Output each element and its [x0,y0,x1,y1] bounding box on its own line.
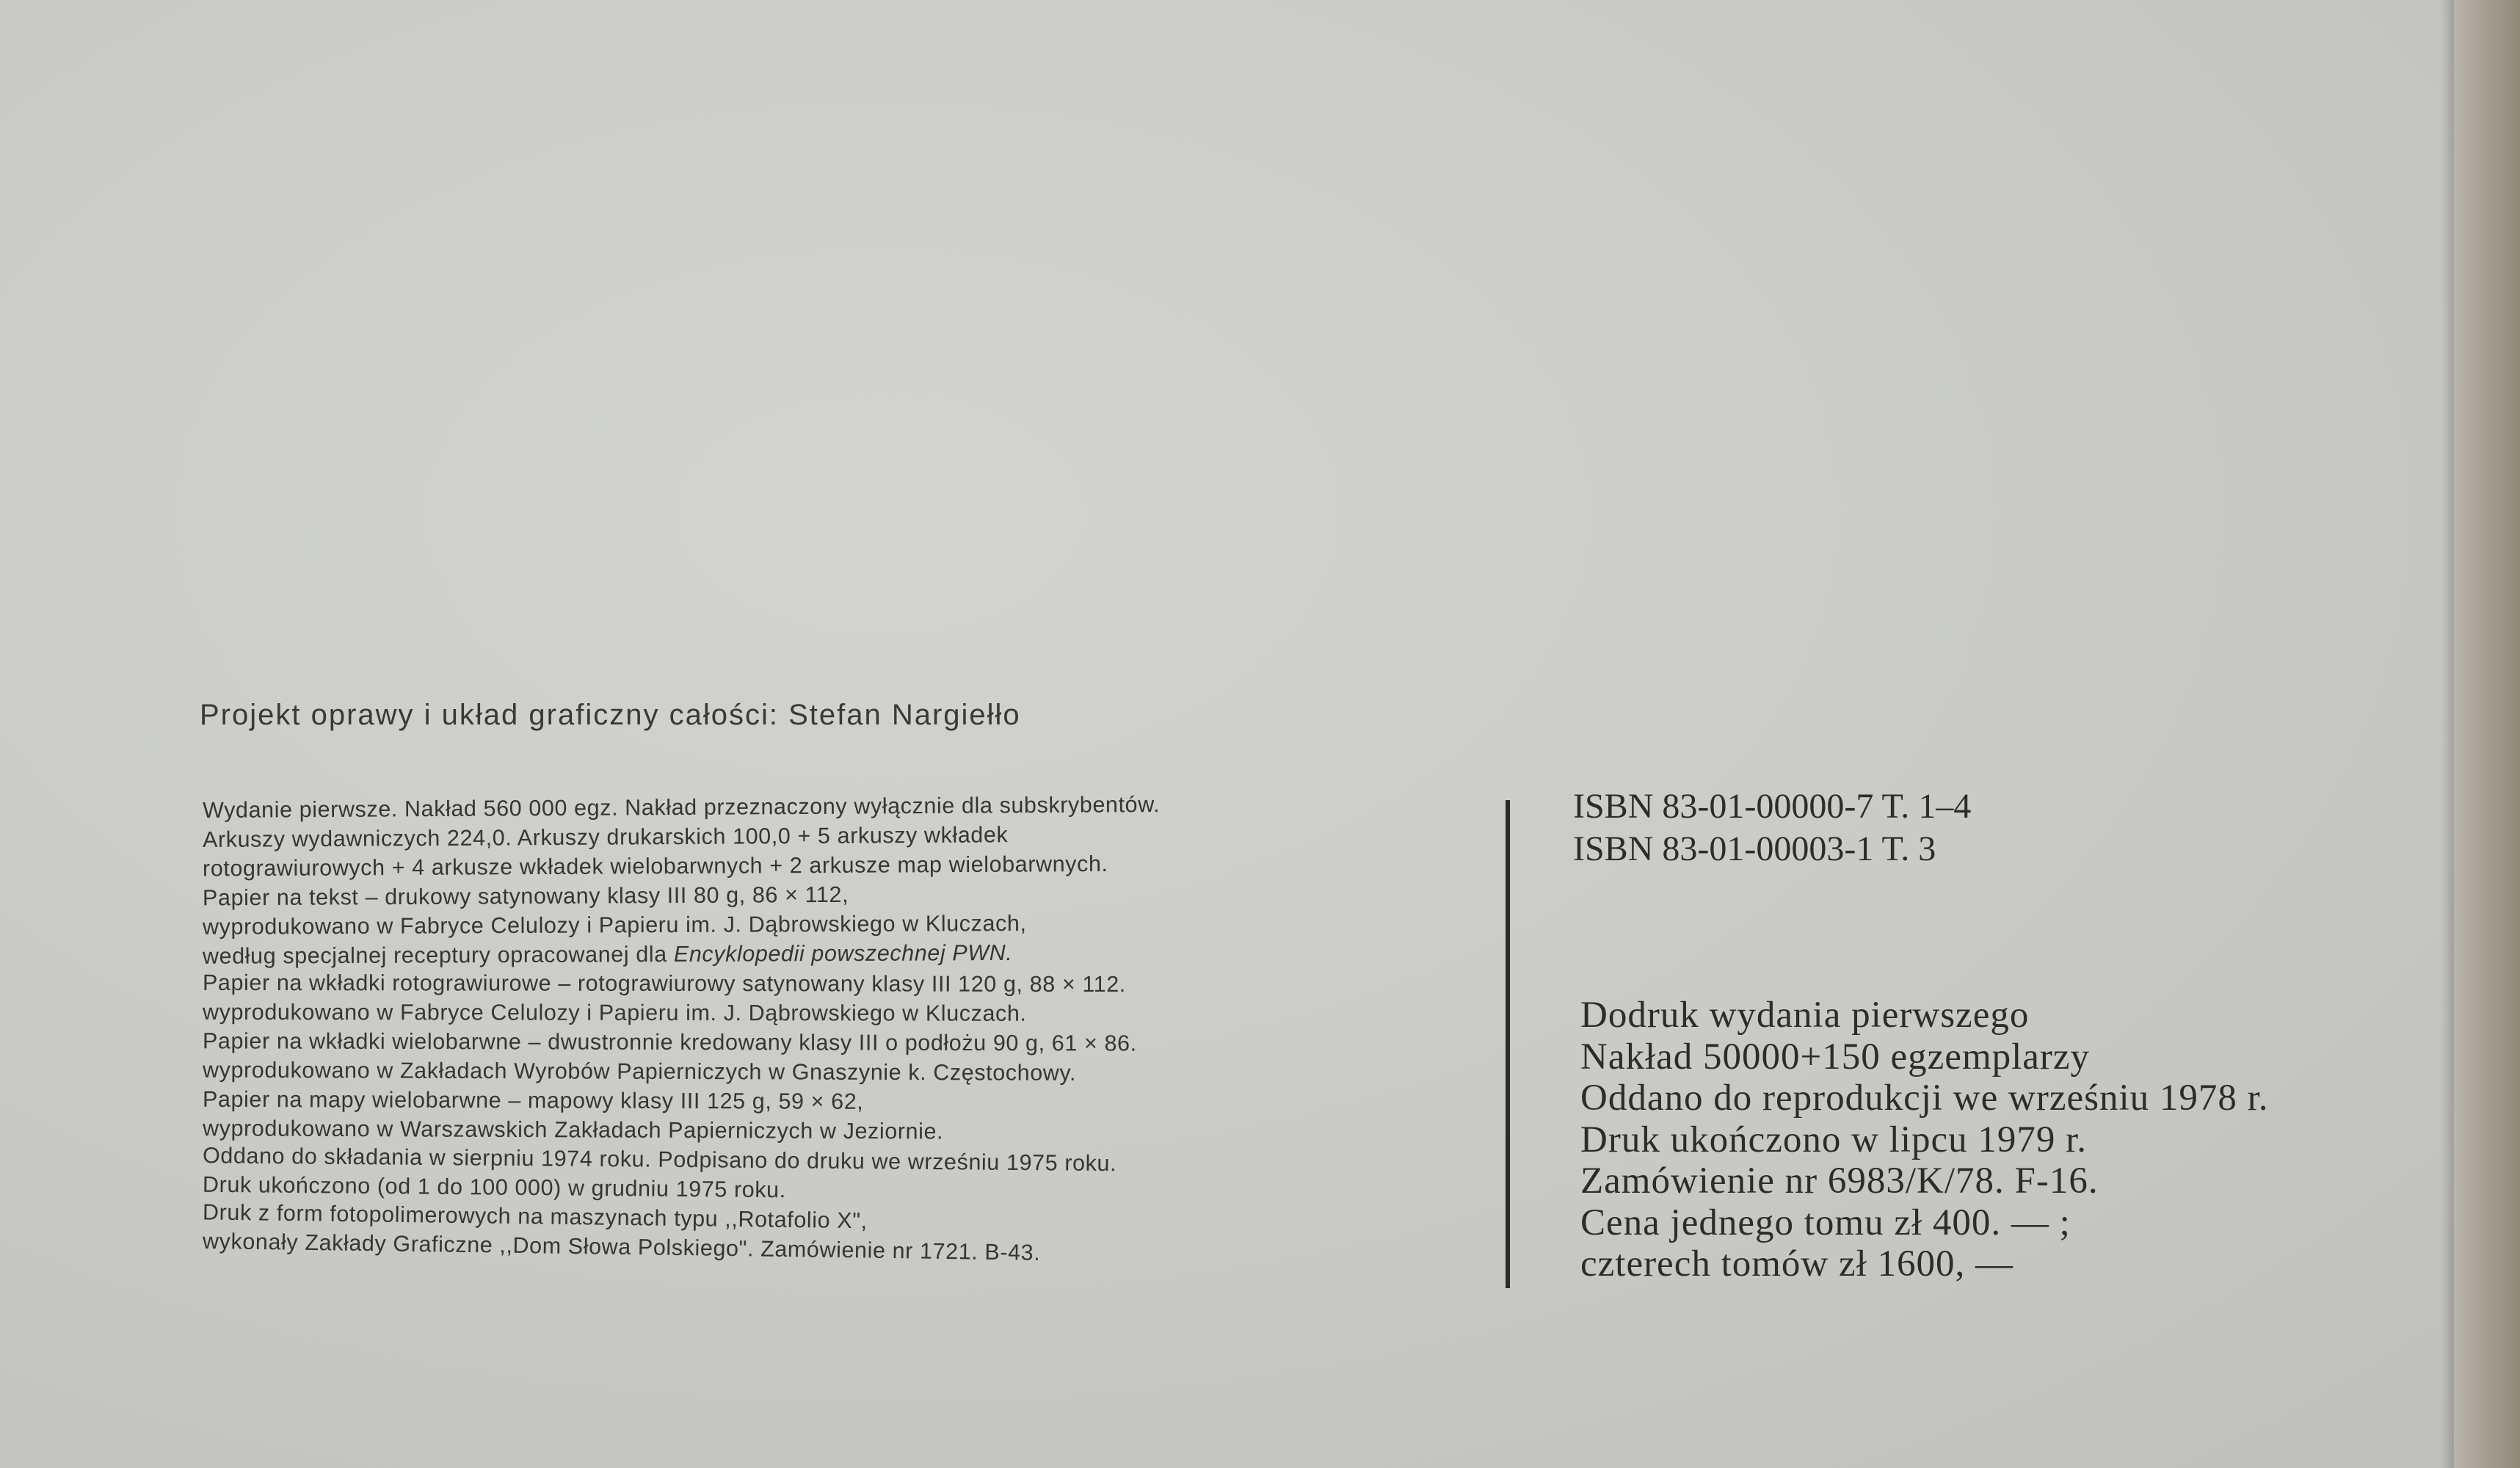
imprint-italic-title: Encyklopedii powszechnej PWN. [673,940,1013,967]
reprint-line: czterech tomów zł 1600, — [1580,1243,2014,1284]
imprint-line: Wydanie pierwsze. Nakład 560 000 egz. Nakład przeznaczony wyłącznie dla subskrybentów. [202,792,1161,823]
design-credit: Projekt oprawy i układ graficzny całości: Stefan Nargiełło [200,699,1021,731]
imprint-line-with-italic [203,937,1160,971]
imprint-line: wyprodukowano w Fabryce Celulozy i Papieru im. J. Dąbrowskiego w Kluczach, [202,910,1027,940]
reprint-block [1580,995,2269,1285]
isbn-line: ISBN 83-01-00000-7 T. 1–4 [1573,787,1972,826]
imprint-line: Druk z form fotopolimerowych na maszynach typu ,,Rotafolio X", [202,1199,868,1234]
reprint-line: Oddano do reprodukcji we wrześniu 1978 r. [1580,1078,2269,1119]
imprint-line: Papier na wkładki rotograwiurowe – rotograwiurowy satynowany klasy III 120 g, 88 × 112. [202,970,1126,998]
imprint-line: wykonały Zakłady Graficzne ,,Dom Słowa Polskiego". Zamówienie nr 1721. B-43. [202,1228,1041,1265]
reprint-line: Zamówienie nr 6983/K/78. F-16. [1580,1160,2099,1202]
book-spine [2454,0,2520,1468]
reprint-line: Dodruk wydania pierwszego [1580,995,2030,1036]
imprint-line: Arkuszy wydawniczych 224,0. Arkuszy drukarskich 100,0 + 5 arkuszy wkładek [202,822,1009,852]
reprint-line: Druk ukończono w lipcu 1979 r. [1580,1119,2088,1160]
imprint-line: rotograwiurowych + 4 arkusze wkładek wielobarwnych + 2 arkusze map wielobarwnych. [202,851,1108,882]
isbn-line: ISBN 83-01-00003-1 T. 3 [1573,829,1936,868]
imprint-line: Papier na mapy wielobarwne – mapowy klasy III 125 g, 59 × 62, [202,1086,864,1114]
vertical-divider [1506,800,1510,1288]
reprint-line: Nakład 50000+150 egzemplarzy [1580,1036,2091,1078]
imprint-line-text: według specjalnej receptury opracowanej dla [202,942,667,969]
imprint-line: wyprodukowano w Zakładach Wyrobów Papierniczych w Gnaszynie k. Częstochowy. [202,1057,1077,1086]
imprint-line: wyprodukowano w Warszawskich Zakładach Papierniczych w Jeziornie. [202,1116,944,1144]
reprint-line: Cena jednego tomu zł 400. — ; [1580,1202,2071,1243]
imprint-line: Oddano do składania w sierpniu 1974 roku. Podpisano do druku we wrześniu 1975 roku. [202,1143,1117,1177]
isbn-block [1573,785,1971,871]
imprint-line: Papier na tekst – drukowy satynowany klasy III 80 g, 86 × 112, [202,882,849,911]
imprint-line: Druk ukończono (od 1 do 100 000) w grudniu 1975 roku. [202,1171,786,1203]
imprint-line: Papier na wkładki wielobarwne – dwustronnie kredowany klasy III o podłożu 90 g, 61 × 86. [202,1028,1137,1056]
spine-shadow [2441,0,2454,1468]
imprint-line: wyprodukowano w Fabryce Celulozy i Papieru im. J. Dąbrowskiego w Kluczach. [202,999,1027,1026]
imprint-block [202,792,1161,1265]
